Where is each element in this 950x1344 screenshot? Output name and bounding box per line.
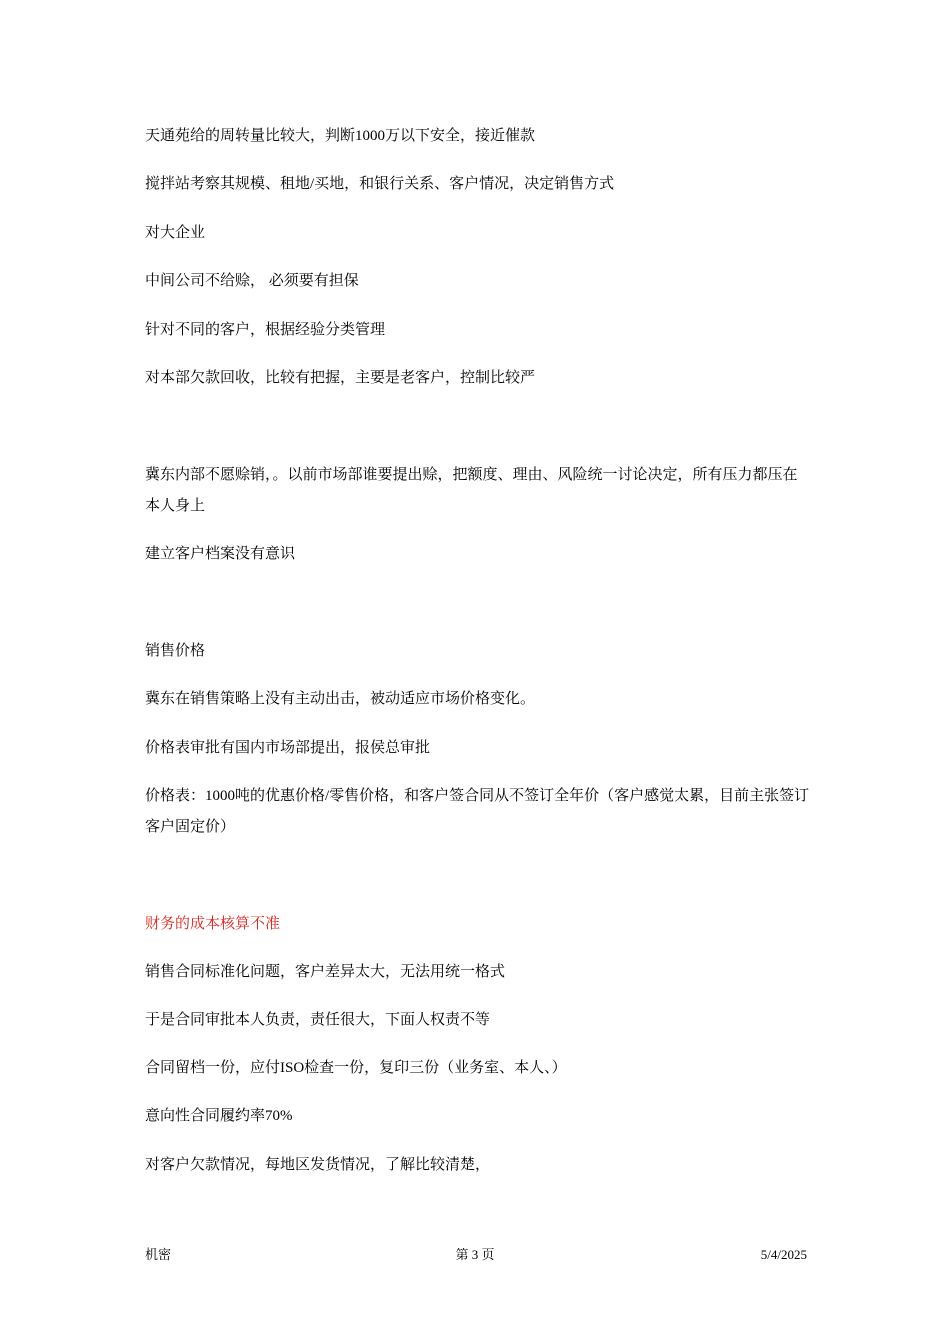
paragraph-11: 价格表审批有国内市场部提出，报侯总审批 [145,740,431,756]
highlighted-heading-finance: 财务的成本核算不准 [145,916,281,932]
paragraph-17: 意向性合同履约率70% [145,1108,293,1124]
paragraph-18: 对客户欠款情况，每地区发货情况，了解比较清楚， [145,1157,491,1173]
paragraph-4: 中间公司不给赊， 必须要有担保 [145,273,359,289]
paragraph-15: 于是合同审批本人负责，责任很大，下面人权责不等 [145,1012,491,1028]
footer-page-number: 第 3 页 [455,1247,495,1262]
paragraph-7: 冀东内部不愿赊销，。以前市场部谁要提出赊，把额度、理由、风险统一讨论决定，所有压力都压在本人身上 [145,467,798,514]
footer-confidential: 机密 [145,1247,172,1262]
paragraph-2: 搅拌站考察其规模、租地/买地，和银行关系、客户情况，决定销售方式 [145,176,615,192]
paragraph-5: 针对不同的客户，根据经验分类管理 [145,322,386,338]
paragraph-10: 冀东在销售策略上没有主动出击，被动适应市场价格变化。 [145,691,536,707]
paragraph-6: 对本部欠款回收，比较有把握，主要是老客户，控制比较严 [145,370,536,386]
paragraph-8: 建立客户档案没有意识 [145,546,296,562]
paragraph-16: 合同留档一份，应付ISO检查一份，复印三份（业务室、本人、） [145,1060,567,1076]
paragraph-1: 天通苑给的周转量比较大，判断1000万以下安全，接近催款 [145,128,536,144]
footer-date: 5/4/2025 [760,1247,807,1262]
paragraph-3: 对大企业 [145,225,206,241]
paragraph-14: 销售合同标准化问题，客户差异太大，无法用统一格式 [145,964,506,980]
section-heading-pricing: 销售价格 [145,643,206,659]
paragraph-12: 价格表：1000吨的优惠价格/零售价格，和客户签合同从不签订全年价（客户感觉太累，目前主张签订客户固定价） [145,788,810,835]
